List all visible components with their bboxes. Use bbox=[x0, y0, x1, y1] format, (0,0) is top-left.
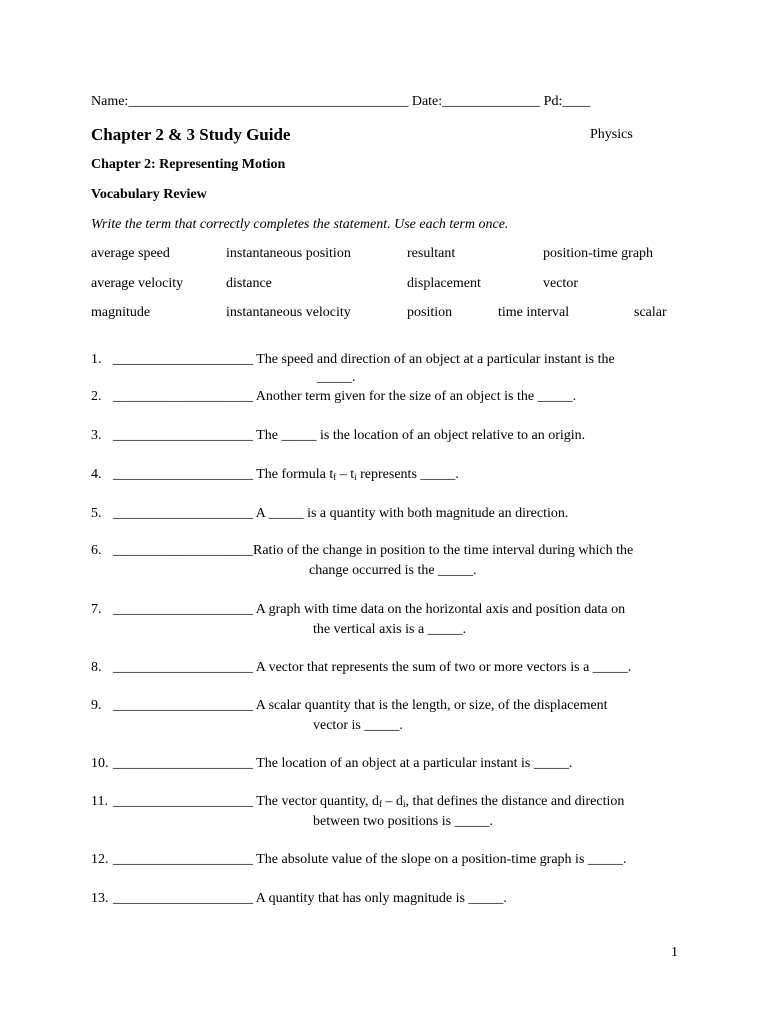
question-text: A graph with time data on the horizontal axis and position data on bbox=[253, 602, 626, 617]
question-text: – t bbox=[336, 467, 355, 482]
question-text: represents _____. bbox=[356, 467, 459, 482]
question-number: 4. bbox=[91, 467, 102, 482]
chapter-heading: Chapter 2: Representing Motion bbox=[91, 157, 286, 172]
term: scalar bbox=[634, 305, 667, 320]
question-text: – d bbox=[381, 794, 403, 809]
answer-blank[interactable]: ____________________ bbox=[113, 543, 253, 558]
question-number: 13. bbox=[91, 891, 109, 906]
term: instantaneous position bbox=[226, 246, 351, 261]
term: vector bbox=[543, 276, 578, 291]
question-text: A scalar quantity that is the length, or size, of the displacement bbox=[253, 698, 608, 713]
question-text: The vector quantity, d bbox=[253, 794, 379, 809]
page-number: 1 bbox=[671, 945, 678, 960]
term: distance bbox=[226, 276, 272, 291]
answer-blank[interactable]: ____________________ bbox=[113, 352, 253, 367]
subscript: f bbox=[333, 472, 337, 482]
question-number: 5. bbox=[91, 506, 102, 521]
date-field: Date:______________ bbox=[411, 94, 541, 109]
question-item bbox=[91, 850, 691, 870]
question-number: 9. bbox=[91, 698, 102, 713]
period-field: Pd:____ bbox=[543, 94, 591, 109]
question-number: 6. bbox=[91, 543, 102, 558]
instructions: Write the term that correctly completes the statement. Use each term once. bbox=[91, 217, 509, 232]
term: time interval bbox=[498, 305, 570, 320]
question-text: The _____ is the location of an object relative to an origin. bbox=[253, 428, 586, 443]
question-text: The absolute value of the slope on a position-time graph is _____. bbox=[253, 852, 627, 867]
question-item bbox=[91, 465, 691, 485]
question-number: 3. bbox=[91, 428, 102, 443]
question-item bbox=[91, 889, 691, 909]
question-text: A _____ is a quantity with both magnitude an direction. bbox=[253, 506, 569, 521]
answer-blank[interactable]: ____________________ bbox=[113, 602, 253, 617]
question-item bbox=[91, 792, 691, 832]
answer-blank[interactable]: ____________________ bbox=[113, 698, 253, 713]
page-title: Chapter 2 & 3 Study Guide bbox=[91, 125, 291, 144]
question-item bbox=[91, 504, 691, 524]
term: instantaneous velocity bbox=[226, 305, 351, 320]
question-text-continued: the vertical axis is a _____. bbox=[313, 622, 467, 637]
question-text-continued: vector is _____. bbox=[313, 718, 403, 733]
question-text: , that defines the distance and direction bbox=[405, 794, 625, 809]
term: magnitude bbox=[91, 305, 151, 320]
question-item bbox=[91, 387, 691, 407]
question-item bbox=[91, 754, 691, 774]
term: position-time graph bbox=[543, 246, 654, 261]
answer-blank[interactable]: ____________________ bbox=[113, 467, 253, 482]
question-text: Another term given for the size of an object is the _____. bbox=[253, 389, 577, 404]
question-text-continued: _____. bbox=[317, 370, 356, 385]
term: displacement bbox=[407, 276, 481, 291]
question-text: The speed and direction of an object at a particular instant is the bbox=[253, 352, 615, 367]
subject-label: Physics bbox=[590, 127, 633, 142]
question-text: Ratio of the change in position to the time interval during which the bbox=[253, 543, 634, 558]
question-item bbox=[91, 696, 691, 736]
name-field: Name:________________________________________ bbox=[91, 94, 409, 109]
question-number: 2. bbox=[91, 389, 102, 404]
question-number: 8. bbox=[91, 660, 102, 675]
question-number: 11. bbox=[91, 794, 108, 809]
answer-blank[interactable]: ____________________ bbox=[113, 428, 253, 443]
question-text: A vector that represents the sum of two or more vectors is a _____. bbox=[253, 660, 632, 675]
term: resultant bbox=[407, 246, 456, 261]
question-item bbox=[91, 541, 691, 581]
question-number: 1. bbox=[91, 352, 102, 367]
question-number: 12. bbox=[91, 852, 109, 867]
question-item bbox=[91, 658, 691, 678]
question-text: The formula t bbox=[253, 467, 334, 482]
question-item bbox=[91, 426, 691, 446]
answer-blank[interactable]: ____________________ bbox=[113, 852, 253, 867]
question-number: 10. bbox=[91, 756, 109, 771]
vocab-heading: Vocabulary Review bbox=[91, 187, 207, 202]
subscript: f bbox=[378, 799, 382, 809]
term: average speed bbox=[91, 246, 170, 261]
question-number: 7. bbox=[91, 602, 102, 617]
term: position bbox=[407, 305, 453, 320]
answer-blank[interactable]: ____________________ bbox=[113, 506, 253, 521]
answer-blank[interactable]: ____________________ bbox=[113, 891, 253, 906]
question-item bbox=[91, 600, 691, 640]
question-text-continued: between two positions is _____. bbox=[313, 814, 494, 829]
answer-blank[interactable]: ____________________ bbox=[113, 756, 253, 771]
subscript: i bbox=[354, 472, 357, 482]
term: average velocity bbox=[91, 276, 184, 291]
subscript: i bbox=[402, 799, 406, 809]
question-text: The location of an object at a particular instant is _____. bbox=[253, 756, 573, 771]
answer-blank[interactable]: ____________________ bbox=[113, 660, 253, 675]
question-item bbox=[91, 350, 691, 386]
name-date-pd-row bbox=[91, 94, 590, 110]
answer-blank[interactable]: ____________________ bbox=[113, 389, 253, 404]
answer-blank[interactable]: ____________________ bbox=[113, 794, 253, 809]
question-text: A quantity that has only magnitude is _____. bbox=[253, 891, 507, 906]
question-text-continued: change occurred is the _____. bbox=[309, 563, 477, 578]
